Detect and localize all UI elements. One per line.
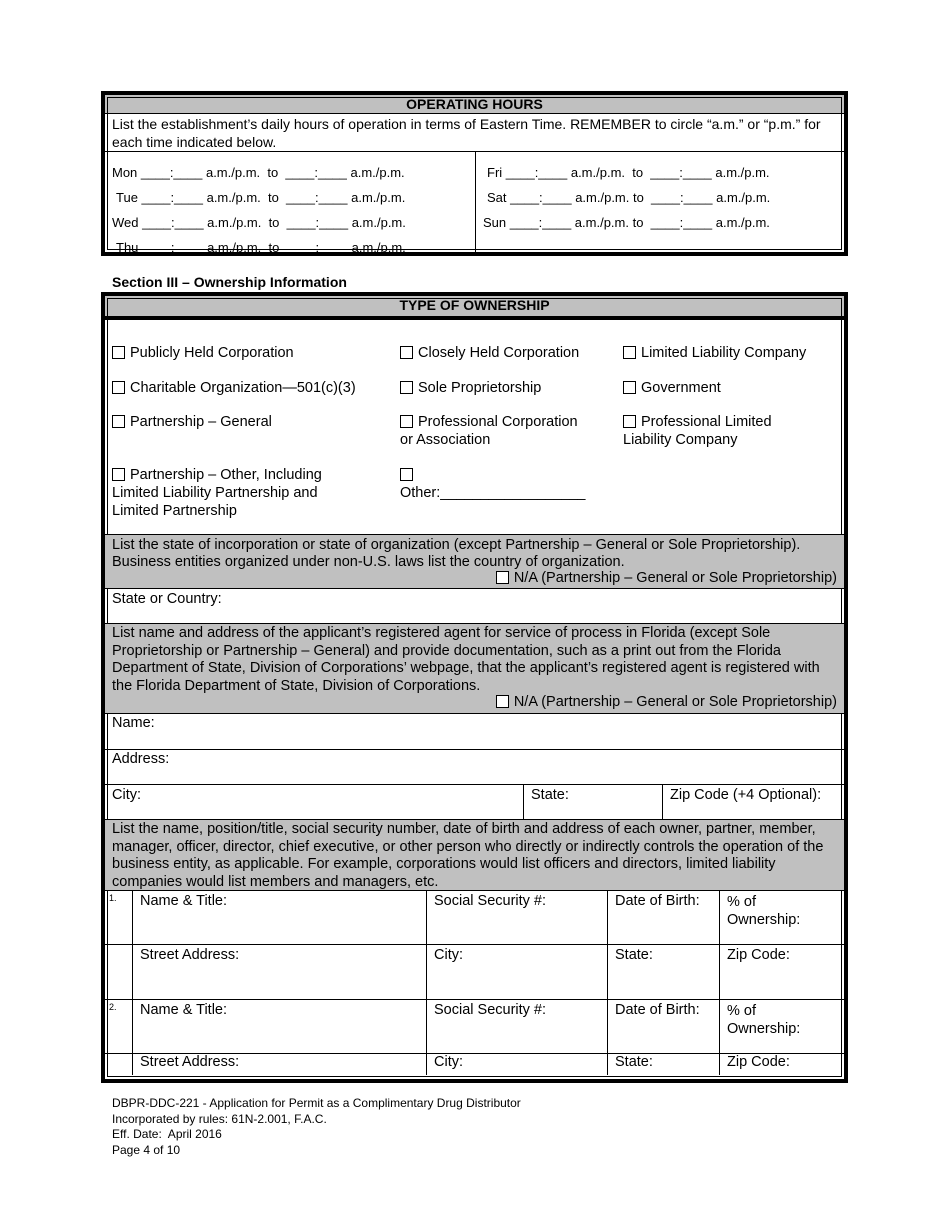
ownership-box: [101, 292, 848, 1083]
owner-2-dob[interactable]: Date of Birth:: [607, 1000, 719, 1053]
section-heading: Section III – Ownership Information: [112, 274, 347, 290]
operating-hours-instructions: List the establishment’s daily hours of operation in terms of Eastern Time. REMEMBER to circle “a.m.” or “p.m.” for each time indicated below.: [112, 116, 821, 150]
owner-2-street[interactable]: Street Address:: [132, 1054, 426, 1075]
option-other[interactable]: Other:__________________: [400, 466, 585, 502]
owner-2-zip[interactable]: Zip Code:: [719, 1054, 844, 1075]
footer-form-title: DBPR-DDC-221 - Application for Permit as a Complimentary Drug Distributor: [112, 1096, 521, 1110]
agent-na-option[interactable]: N/A (Partnership – General or Sole Proprietorship): [112, 694, 837, 712]
state-or-country-field[interactable]: State or Country:: [105, 588, 844, 623]
owners-instructions-block: [105, 819, 844, 890]
option-publicly-held[interactable]: Publicly Held Corporation: [112, 344, 294, 362]
owner-2-state[interactable]: State:: [607, 1054, 719, 1075]
owner-2-ssn[interactable]: Social Security #:: [426, 1000, 607, 1053]
owner-2-row-a: [105, 999, 844, 1053]
footer-rules: Incorporated by rules: 61N-2.001, F.A.C.: [112, 1111, 327, 1126]
day-thursday[interactable]: Thu ____:____ a.m./p.m. to ____:____ a.m./p.m.: [116, 240, 406, 255]
owner-1-street[interactable]: Street Address:: [132, 945, 426, 999]
agent-instructions: List name and address of the applicant’s registered agent for service of process in Florida (except Sole Proprietorship or Partnership – General) and provide documentation, such as a print out from the Florida Department of State, Division of Corporations’ webpage, that the applicant’s registered agent is registered with the Florida Department of State, Division of Corporations.: [112, 625, 820, 694]
day-tuesday[interactable]: Tue ____:____ a.m./p.m. to ____:____ a.m./p.m.: [116, 190, 406, 205]
state-na-option[interactable]: N/A (Partnership – General or Sole Proprietorship): [112, 570, 837, 587]
agent-zip-field[interactable]: Zip Code (+4 Optional):: [662, 785, 844, 819]
owner-1-pct[interactable]: % of Ownership:: [719, 891, 844, 944]
state-instructions-block: [105, 534, 844, 588]
owner-1-name-title[interactable]: Name & Title:: [132, 891, 426, 944]
owner-2-row-b: [105, 1053, 844, 1075]
owner-1-row-b: [105, 944, 844, 999]
day-monday[interactable]: Mon ____:____ a.m./p.m. to ____:____ a.m./p.m.: [112, 165, 405, 180]
checkbox-icon[interactable]: [400, 346, 413, 359]
days-left-column: [105, 152, 475, 256]
owner-2-pct[interactable]: % of Ownership:: [719, 1000, 844, 1053]
footer-eff-date: Eff. Date: April 2016: [112, 1127, 222, 1141]
checkbox-icon[interactable]: [623, 346, 636, 359]
checkbox-icon[interactable]: [496, 695, 509, 708]
option-government[interactable]: Government: [623, 379, 721, 397]
days-grid: [105, 151, 844, 256]
operating-hours-title: OPERATING HOURS: [105, 95, 844, 114]
option-professional-llc[interactable]: Professional Limited Liability Company: [623, 414, 772, 448]
checkbox-icon[interactable]: [496, 571, 509, 584]
agent-city-state-zip-row: [105, 784, 844, 819]
owners-instructions: List the name, position/title, social security number, date of birth and address of each owner, partner, member, manager, officer, director, chief executive, or other person who directly or indirectly controls the operation of the business entity, as applicable. For example, corporations would list officers and directors, limited liability companies would list members and managers, etc.: [112, 821, 824, 890]
owner-1-row-a: [105, 890, 844, 944]
day-saturday[interactable]: Sat ____:____ a.m./p.m. to ____:____ a.m./p.m.: [487, 190, 771, 205]
day-sunday[interactable]: Sun ____:____ a.m./p.m. to ____:____ a.m./p.m.: [483, 215, 770, 230]
agent-name-field[interactable]: Name:: [105, 713, 844, 749]
agent-state-field[interactable]: State:: [523, 785, 662, 819]
option-charitable[interactable]: Charitable Organization—501(c)(3): [112, 379, 356, 397]
day-wednesday[interactable]: Wed ____:____ a.m./p.m. to ____:____ a.m./p.m.: [112, 215, 406, 230]
ownership-options: [105, 320, 844, 534]
owner-1-state[interactable]: State:: [607, 945, 719, 999]
checkbox-icon[interactable]: [623, 415, 636, 428]
checkbox-icon[interactable]: [112, 381, 125, 394]
agent-address-field[interactable]: Address:: [105, 749, 844, 784]
footer-page-number: Page 4 of 10: [112, 1142, 181, 1157]
option-closely-held[interactable]: Closely Held Corporation: [400, 344, 579, 362]
option-llc[interactable]: Limited Liability Company: [623, 344, 806, 362]
checkbox-icon[interactable]: [112, 415, 125, 428]
checkbox-icon[interactable]: [623, 381, 636, 394]
owner-2-city[interactable]: City:: [426, 1054, 607, 1075]
day-friday[interactable]: Fri ____:____ a.m./p.m. to ____:____ a.m./p.m.: [487, 165, 770, 180]
type-of-ownership-title: TYPE OF OWNERSHIP: [105, 296, 844, 320]
owner-2-number: 2.: [109, 1002, 117, 1012]
checkbox-icon[interactable]: [400, 381, 413, 394]
agent-city-field[interactable]: City:: [112, 787, 141, 803]
option-partnership-general[interactable]: Partnership – General: [112, 413, 272, 431]
owner-1-zip[interactable]: Zip Code:: [719, 945, 844, 999]
owner-2-name-title[interactable]: Name & Title:: [132, 1000, 426, 1053]
days-right-column: [475, 152, 844, 256]
agent-instructions-block: [105, 623, 844, 713]
checkbox-icon[interactable]: [112, 346, 125, 359]
checkbox-icon[interactable]: [400, 468, 413, 481]
owner-1-dob[interactable]: Date of Birth:: [607, 891, 719, 944]
owner-1-city[interactable]: City:: [426, 945, 607, 999]
option-professional-corporation[interactable]: Professional Corporation or Association: [400, 414, 578, 448]
option-sole-proprietorship[interactable]: Sole Proprietorship: [400, 379, 541, 397]
operating-hours-box: [101, 91, 848, 256]
page-footer: [112, 1096, 521, 1158]
option-partnership-other[interactable]: Partnership – Other, Including Limited Liability Partnership and Limited Partnership: [112, 467, 322, 519]
checkbox-icon[interactable]: [400, 415, 413, 428]
checkbox-icon[interactable]: [112, 468, 125, 481]
owner-1-ssn[interactable]: Social Security #:: [426, 891, 607, 944]
owner-1-number: 1.: [109, 893, 117, 903]
state-instructions: List the state of incorporation or state of organization (except Partnership – General or Sole Proprietorship). Business entities organized under non-U.S. laws list the country of organization.: [112, 537, 801, 570]
